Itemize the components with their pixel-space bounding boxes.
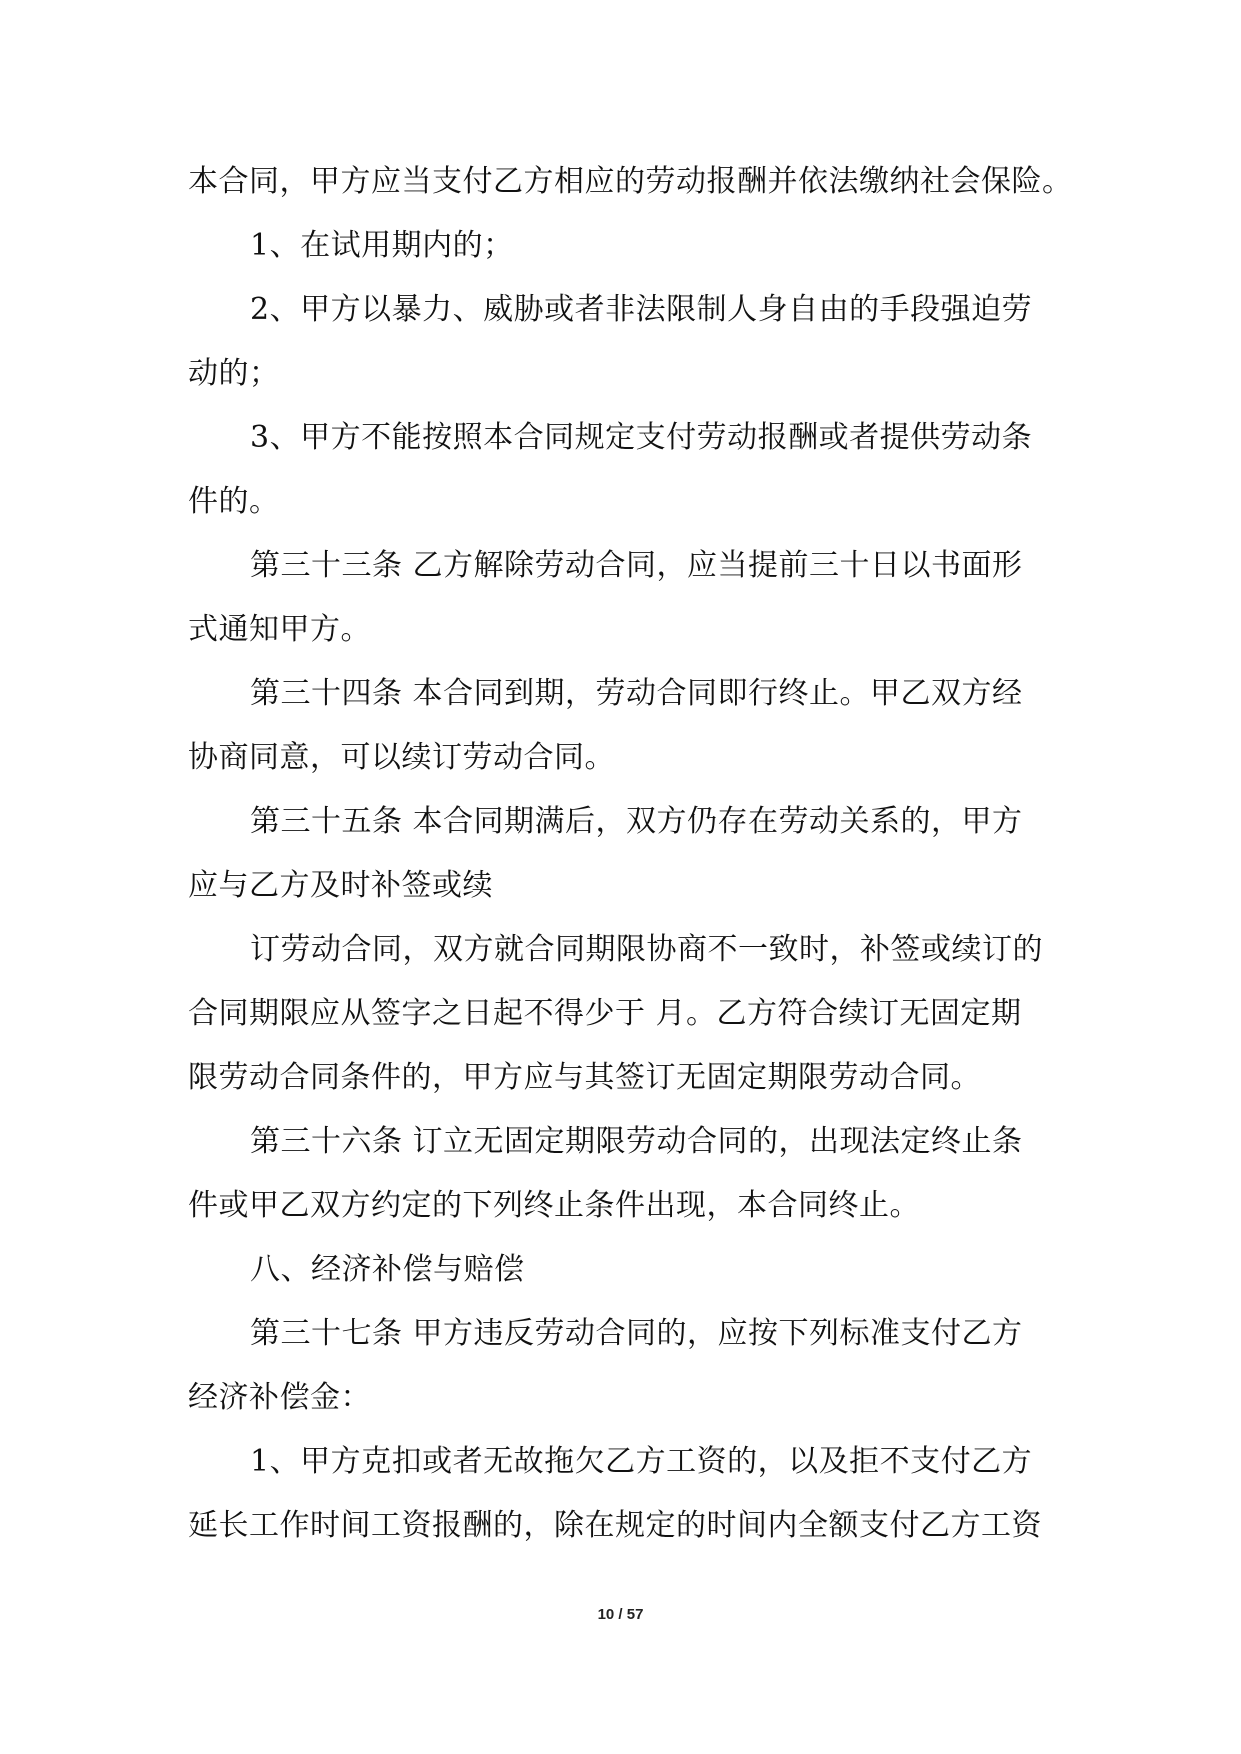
section-heading: 八、经济补偿与赔偿 xyxy=(250,1252,525,1287)
text-line: 经济补偿金： xyxy=(188,1380,371,1415)
article-heading-line: 第三十三条 乙方解除劳动合同，应当提前三十日以书面形 xyxy=(250,548,1023,583)
text-line: 延长工作时间工资报酬的，除在规定的时间内全额支付乙方工资 xyxy=(188,1508,1042,1543)
page-number: 10 / 57 xyxy=(597,1606,644,1623)
article-heading-line: 第三十五条 本合同期满后，双方仍存在劳动关系的，甲方 xyxy=(250,804,1023,839)
text-line: 应与乙方及时补签或续 xyxy=(188,868,493,903)
text-line: 订劳动合同，双方就合同期限协商不一致时，补签或续订的 xyxy=(250,932,1043,967)
text-line: 1、在试用期内的； xyxy=(250,228,514,263)
text-line: 本合同，甲方应当支付乙方相应的劳动报酬并依法缴纳社会保险。 xyxy=(188,164,1073,199)
text-line: 3、甲方不能按照本合同规定支付劳动报酬或者提供劳动条 xyxy=(250,420,1033,455)
text-line: 件或甲乙双方约定的下列终止条件出现，本合同终止。 xyxy=(188,1188,920,1223)
text-line: 协商同意，可以续订劳动合同。 xyxy=(188,740,615,775)
text-line: 限劳动合同条件的，甲方应与其签订无固定期限劳动合同。 xyxy=(188,1060,981,1095)
text-line: 合同期限应从签字之日起不得少于 月。乙方符合续订无固定期 xyxy=(188,996,1022,1031)
text-line: 动的； xyxy=(188,356,280,391)
text-line: 1、甲方克扣或者无故拖欠乙方工资的，以及拒不支付乙方 xyxy=(250,1444,1033,1479)
text-line: 2、甲方以暴力、威胁或者非法限制人身自由的手段强迫劳 xyxy=(250,292,1033,327)
article-heading-line: 第三十四条 本合同到期，劳动合同即行终止。甲乙双方经 xyxy=(250,676,1023,711)
text-line: 式通知甲方。 xyxy=(188,612,371,647)
document-body xyxy=(188,150,1088,1558)
article-heading-line: 第三十六条 订立无固定期限劳动合同的，出现法定终止条 xyxy=(250,1124,1023,1159)
article-heading-line: 第三十七条 甲方违反劳动合同的，应按下列标准支付乙方 xyxy=(250,1316,1023,1351)
text-line: 件的。 xyxy=(188,484,280,519)
